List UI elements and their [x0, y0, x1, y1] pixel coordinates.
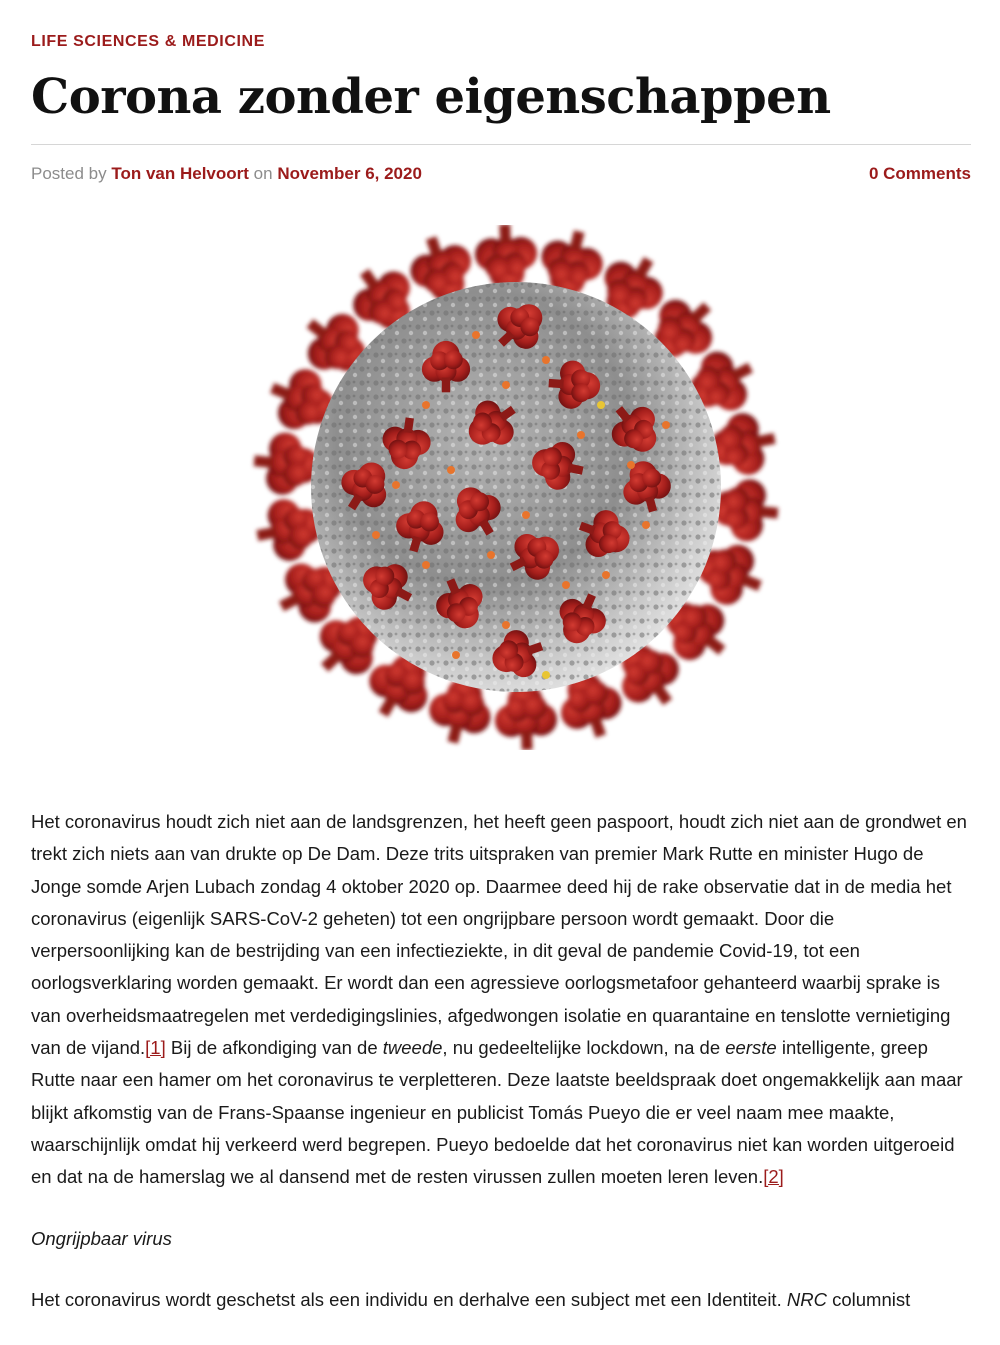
author-link[interactable]: Ton van Helvoort — [111, 164, 249, 183]
coronavirus-illustration-icon — [246, 225, 786, 750]
footnote-link-2[interactable]: [2] — [763, 1166, 784, 1188]
category-link[interactable]: LIFE SCIENCES & MEDICINE — [31, 33, 265, 50]
paragraph-text: columnist — [826, 1288, 911, 1310]
emphasis-text: NRC — [786, 1288, 827, 1310]
title-divider — [31, 144, 971, 145]
emphasis-text: tweede — [382, 1037, 443, 1059]
article-title: Corona zonder eigenschappen — [31, 69, 831, 125]
body-paragraph — [31, 1284, 971, 1316]
article-body — [31, 806, 971, 1345]
paragraph-text: Het coronavirus houdt zich niet aan de landsgrenzen, het heeft geen paspoort, houdt zich niet aan de grondwet en trekt zich niets aan van drukte op De Dam. Deze trits uitspraken van premier Mark Rutte en minister Hugo de Jonge somde Arjen Lubach zondag 4 oktober 2020 op. Daarmee deed hij de rake observatie dat in de media het coronavirus (eigenlijk SARS-CoV-2 geheten) tot een ongrijpbare persoon wordt gemaakt. Door die verpersoonlijking kan de bestrijding van een infectieziekte, in dit geval de pandemie Covid-19, tot een oorlogsverklaring worden gemaakt. Er wordt dan een agressieve oorlogsmetafoor gehanteerd waarbij sprake is van overheidsmaatregelen met verdedigingslinies, afgedwongen isolatie en quarantaine en tenslotte vernietiging van de vijand. — [31, 811, 967, 1059]
emphasis-text: eerste — [725, 1037, 777, 1059]
post-meta — [31, 162, 971, 186]
paragraph-text: Het coronavirus wordt geschetst als een individu en derhalve een subject met een Identiteit. — [31, 1288, 787, 1310]
body-paragraph — [31, 806, 971, 1194]
on-label: on — [253, 164, 273, 183]
paragraph-text: , nu gedeeltelijke lockdown, na de — [442, 1037, 726, 1059]
date-link[interactable]: November 6, 2020 — [277, 164, 422, 183]
paragraph-text: Bij de afkondiging van de — [165, 1037, 383, 1059]
comments-link[interactable]: 0 Comments — [868, 164, 971, 183]
footnote-link-1[interactable]: [1] — [145, 1037, 166, 1059]
paragraph-text: intelligente, greep Rutte naar een hamer om het coronavirus te verpletteren. Deze laatste beeldspraak doet ongemakkelijk aan maar blijkt afkomstig van de Frans-Spaanse ingenieur en publicist Tomás Pueyo die er veel naam mee maakte, waarschijnlijk omdat hij verkeerd werd begrepen. Pueyo bedoelde dat het coronavirus niet kan worden uitgeroeid en dat na de hamerslag we al dansend met de resten virussen zullen moeten leren leven. — [31, 1037, 963, 1188]
section-subheading: Ongrijpbaar virus — [31, 1227, 172, 1249]
posted-by-label: Posted by — [31, 164, 107, 183]
